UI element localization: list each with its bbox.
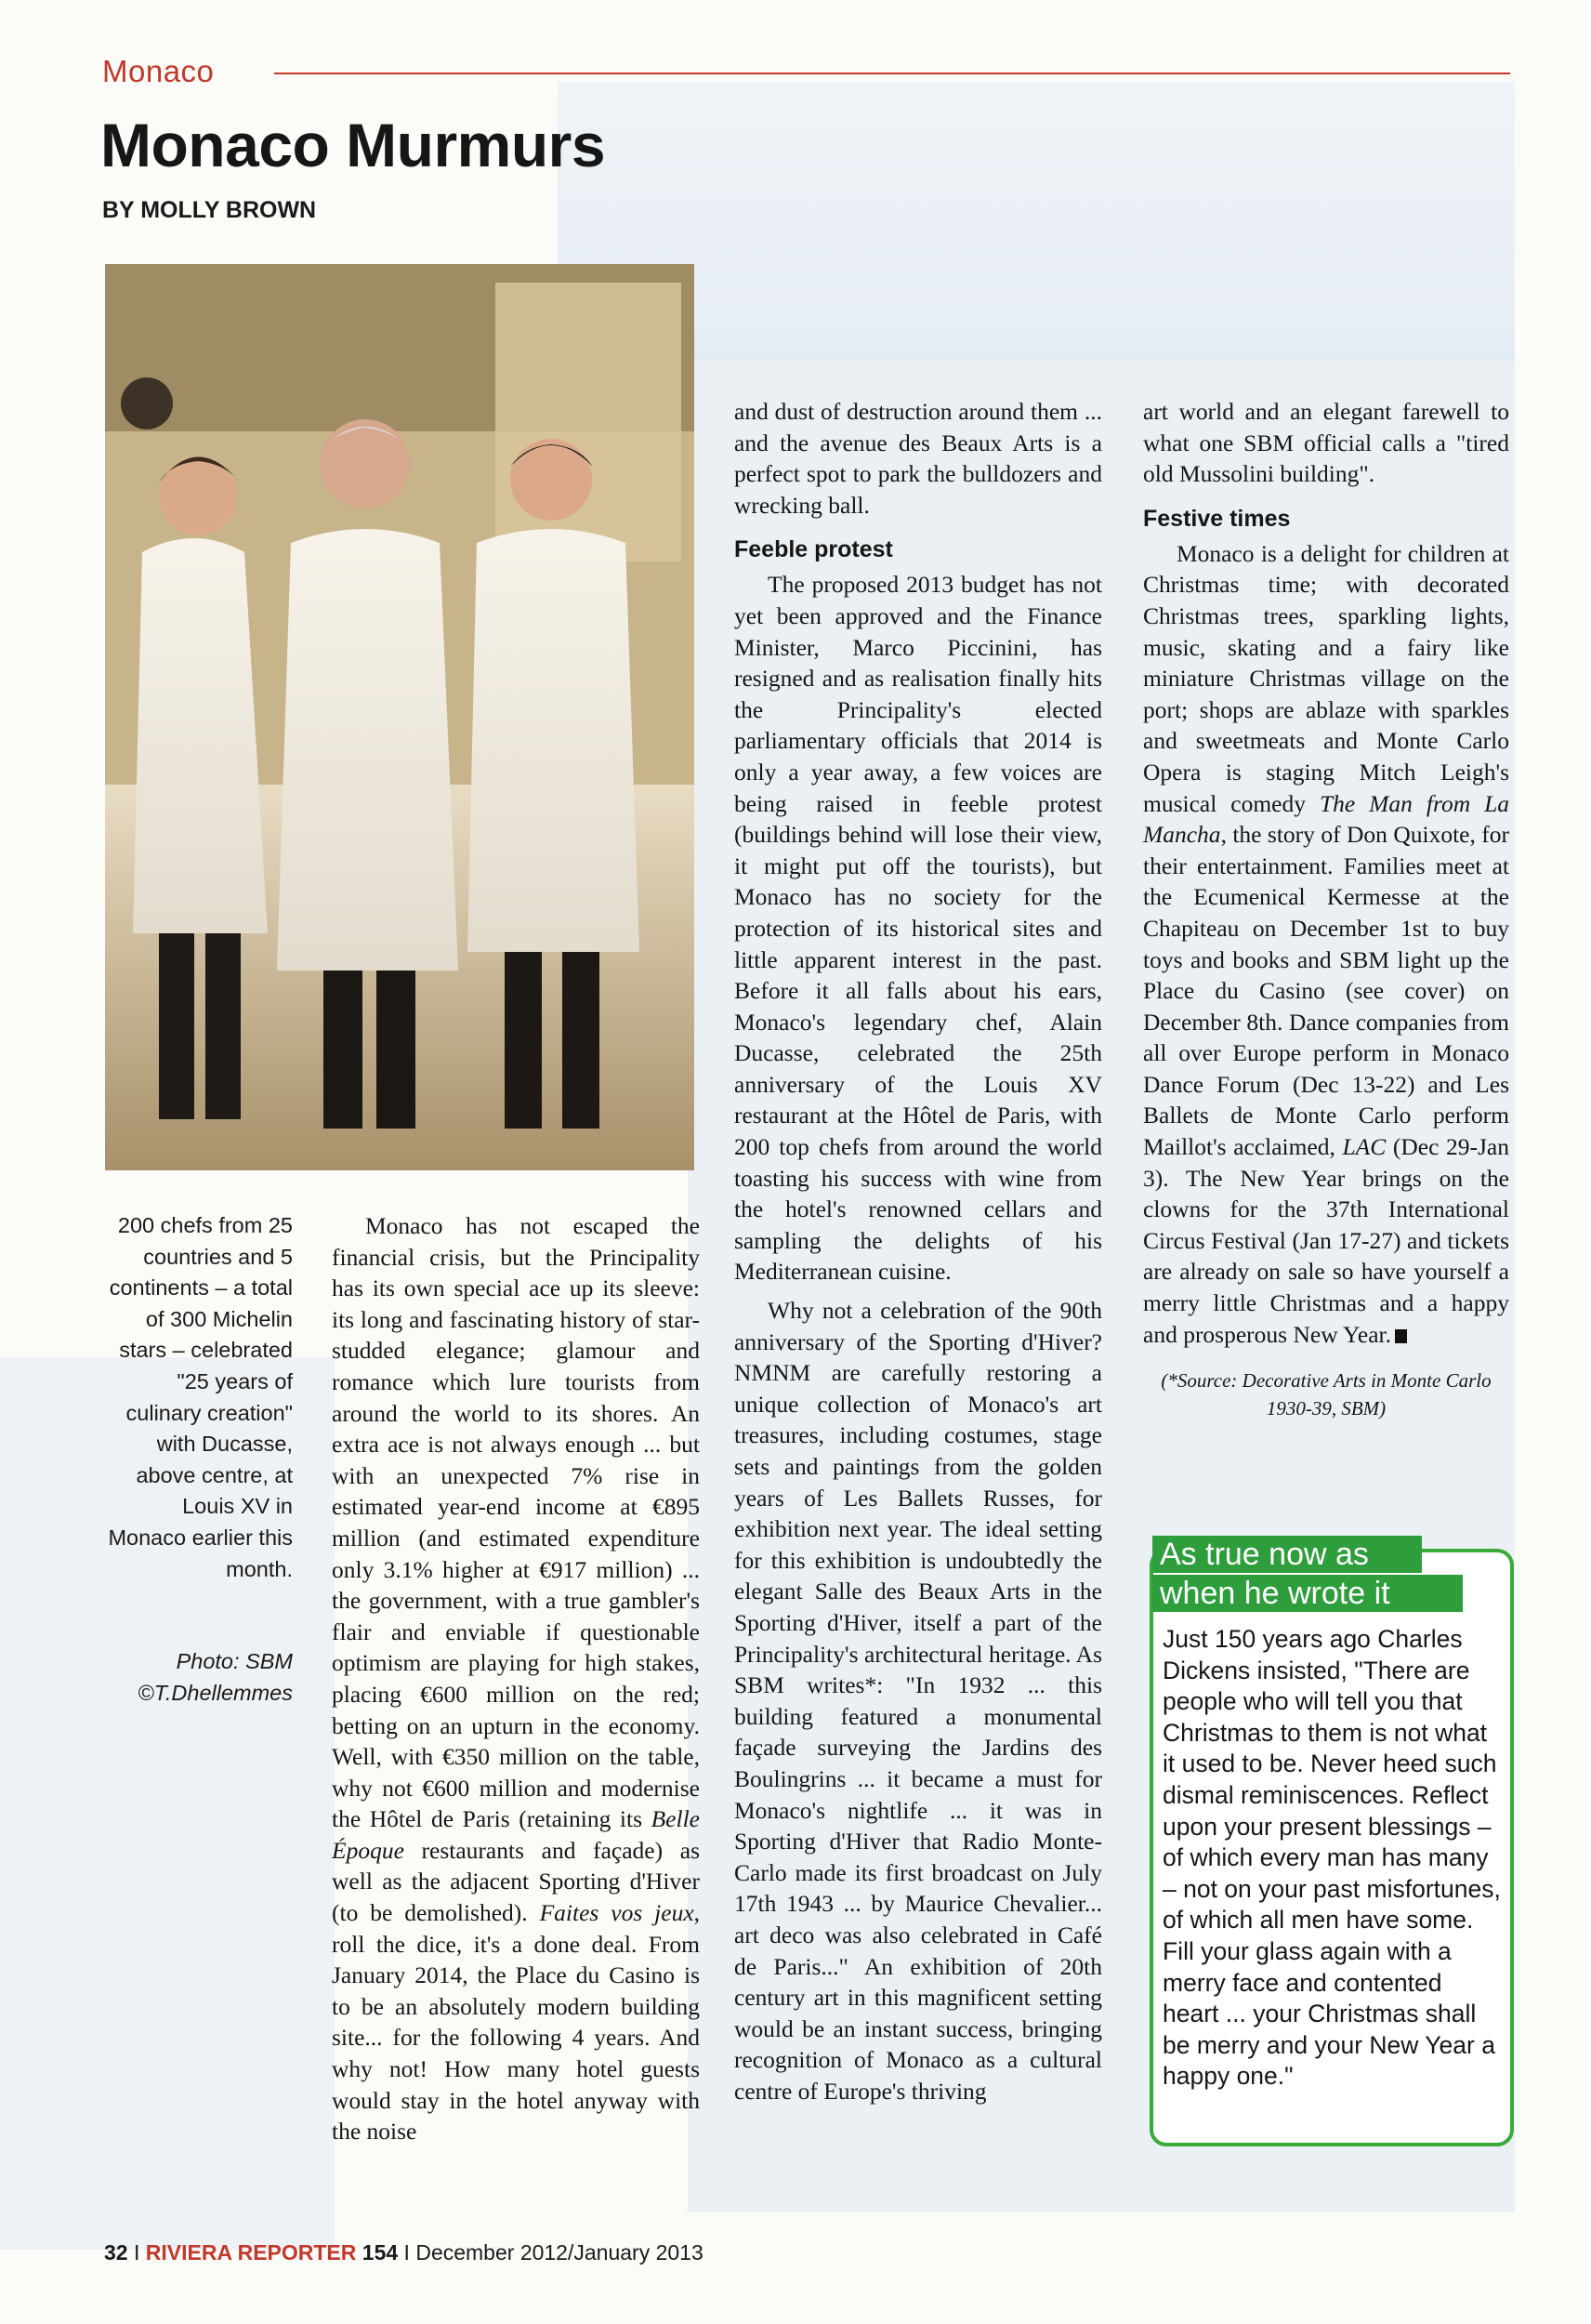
- source-note: (*Source: Decorative Arts in Monte Carlo 1930-39, SBM): [1161, 1369, 1492, 1420]
- italic-run: Faites vos jeux: [539, 1899, 694, 1927]
- article-column-2: [734, 396, 1102, 2106]
- text-run: restaurants and façade) as well as the adjacent Sporting d'Hiver (to be demolished).: [332, 1836, 700, 1927]
- boxout-title-line-2: when he wrote it: [1152, 1575, 1463, 1612]
- background-bleed-through: [558, 82, 1515, 361]
- text-run: Monaco has not escaped the financial crisis, but the Principality has its own special ace up its sleeve: its long and fascinating history of star-studded elegance; glamour and romance which lure tourists from around the world to its shores. An extra ace is not always enough ... but with an unexpected 7% rise in estimated year-end income at €895 million (and estimated expenditure only 3.1% higher at €917 million) ... the government, with a true gambler's flair and enviable if questionable optimism are playing for high stakes, placing €600 million on the red; betting on an upturn in the economy. Well, with €350 million on the table, why not €600 million and modernise the Hôtel de Paris (retaining its: [332, 1212, 700, 1833]
- text-run: , roll the dice, it's a done deal. From January 2014, the Place du Casino is to be an absolutely modern building site... for the following 4 years. And why not! How many hotel guests would stay in the hotel anyway with the noise: [332, 1899, 701, 2146]
- article-paragraph-opening: [332, 1210, 700, 2147]
- chefs-photo-illustration: [105, 264, 694, 1170]
- article-paragraph: The proposed 2013 budget has not yet been approved and the Finance Minister, Marco Piccinini, has resigned and as realisation finally hits the Principality's elected parliamentary officials that 2014 is only a year away, a few voices are being raised in feeble protest (buildings behind will lose their view, it might put off the tourists), but Monaco has no society for the protection of its historical sites and little apparent interest in the past. Before it all falls about his ears, Monaco's legendary chef, Alain Ducasse, celebrated the 25th anniversary of the Louis XV restaurant at the Hôtel de Paris, with 200 top chefs from around the world toasting his success with wine from the hotel's renowned cellars and sampling the delights of his Mediterranean cuisine.: [734, 571, 1102, 1286]
- photo-credit-line-2: ©T.Dhellemmes: [138, 1681, 293, 1705]
- article-paragraph-continued: and dust of destruction around them ... and the avenue des Beaux Arts is a perfect spot to park the bulldozers and wrecking ball.: [734, 398, 1102, 519]
- boxout-quote-text: Just 150 years ago Charles Dickens insisted, "There are people who will tell you that Christmas to them is not what it used to be. Never heed such dismal reminiscences. Reflect upon your present blessings – of which every man has many – not on your past misfortunes, of which all men have some. Fill your glass again with a merry face and contented heart ... your Christmas shall be merry and your New Year a happy one.": [1163, 1625, 1501, 2091]
- chefs-photo: [105, 264, 694, 1170]
- article-paragraph-continued: art world and an elegant farewell to what one SBM official calls a "tired old Mussolini building".: [1143, 398, 1509, 488]
- issue-number: 154: [356, 2240, 399, 2265]
- article-column-1: [332, 1210, 700, 2147]
- byline: BY MOLLY BROWN: [102, 197, 317, 223]
- photo-caption: 200 chefs from 25 countries and 5 continents – a total of 300 Michelin stars – celebrated "25 years of culinary creation" with Ducasse, above centre, at Louis XV in Monaco earlier this month.: [108, 1213, 293, 1581]
- magazine-name: RIVIERA REPORTER: [145, 2240, 357, 2265]
- article-column-3: [1143, 396, 1509, 1422]
- footer-separator: I: [398, 2240, 416, 2265]
- italic-run: LAC: [1342, 1133, 1387, 1161]
- section-rule: [274, 73, 1510, 74]
- footer-separator: I: [127, 2240, 146, 2265]
- italic-run: Belle Époque: [332, 1805, 700, 1864]
- photo-credit: [102, 1645, 293, 1709]
- section-label: Monaco: [102, 54, 215, 88]
- headline: Monaco Murmurs: [100, 111, 606, 179]
- section-header: [102, 54, 1510, 91]
- subhead-festive-times: Festive times: [1143, 505, 1291, 532]
- italic-run: The Man from La Mancha: [1143, 789, 1509, 849]
- article-paragraph: [1143, 538, 1509, 1350]
- text-run: Monaco is a delight for children at Christmas time; with decorated Christmas trees, sparkling lights, music, skating and a fairy like miniature Christmas village on the port; shops are ablaze with sparkles and sweetmeats and Monte Carlo Opera is staging Mitch Leigh's musical comedy: [1143, 539, 1509, 817]
- page-number: 32: [104, 2240, 128, 2265]
- issue-date: December 2012/January 2013: [415, 2240, 703, 2265]
- text-run: , the story of Don Quixote, for their entertainment. Families meet at the Ecumenical Kermesse at the Chapiteau on December 1st to buy toys and books and SBM light up the Place du Casino (see cover) on December 8th. Dance companies from all over Europe perform in Monaco Dance Forum (Dec 13-22) and Les Ballets de Monte Carlo perform Maillot's acclaimed,: [1143, 821, 1509, 1161]
- boxout-title-line-1: As true now as: [1152, 1536, 1422, 1573]
- end-mark-icon: [1395, 1329, 1407, 1343]
- photo-credit-line-1: Photo: SBM: [176, 1649, 293, 1673]
- article-paragraph: Why not a celebration of the 90th anniversary of the Sporting d'Hiver? NMNM are carefully restoring a unique collection of Monaco's art treasures, including costumes, stage sets and paintings from the golden years of Les Ballets Russes, for exhibition next year. The ideal setting for this exhibition is undoubtedly the elegant Salle des Beaux Arts in the Sporting d'Hiver, itself a part of the Principality's architectural heritage. As SBM writes*: "In 1932 ... this building featured a monumental façade surveying the Jardins des Boulingrins ... it became a must for Monaco's nightlife ... it was in Sporting d'Hiver that Radio Monte-Carlo made its first broadcast on July 17th 1943 ... by Maurice Chevalier... art deco was also celebrated in Café de Paris..." An exhibition of 20th century art in this magnificent setting would be an instant success, bringing recognition of Monaco as a cultural centre of Europe's thriving: [734, 1297, 1102, 2105]
- subhead-feeble-protest: Feeble protest: [734, 536, 893, 563]
- text-run: (Dec 29-Jan 3). The New Year brings on the clowns for the 37th International Circus Festival (Jan 17-27) and tickets are already on sale so have yourself a merry little Christmas and a happy and prosperous New Year.: [1143, 1133, 1509, 1348]
- page-footer: [104, 2240, 703, 2265]
